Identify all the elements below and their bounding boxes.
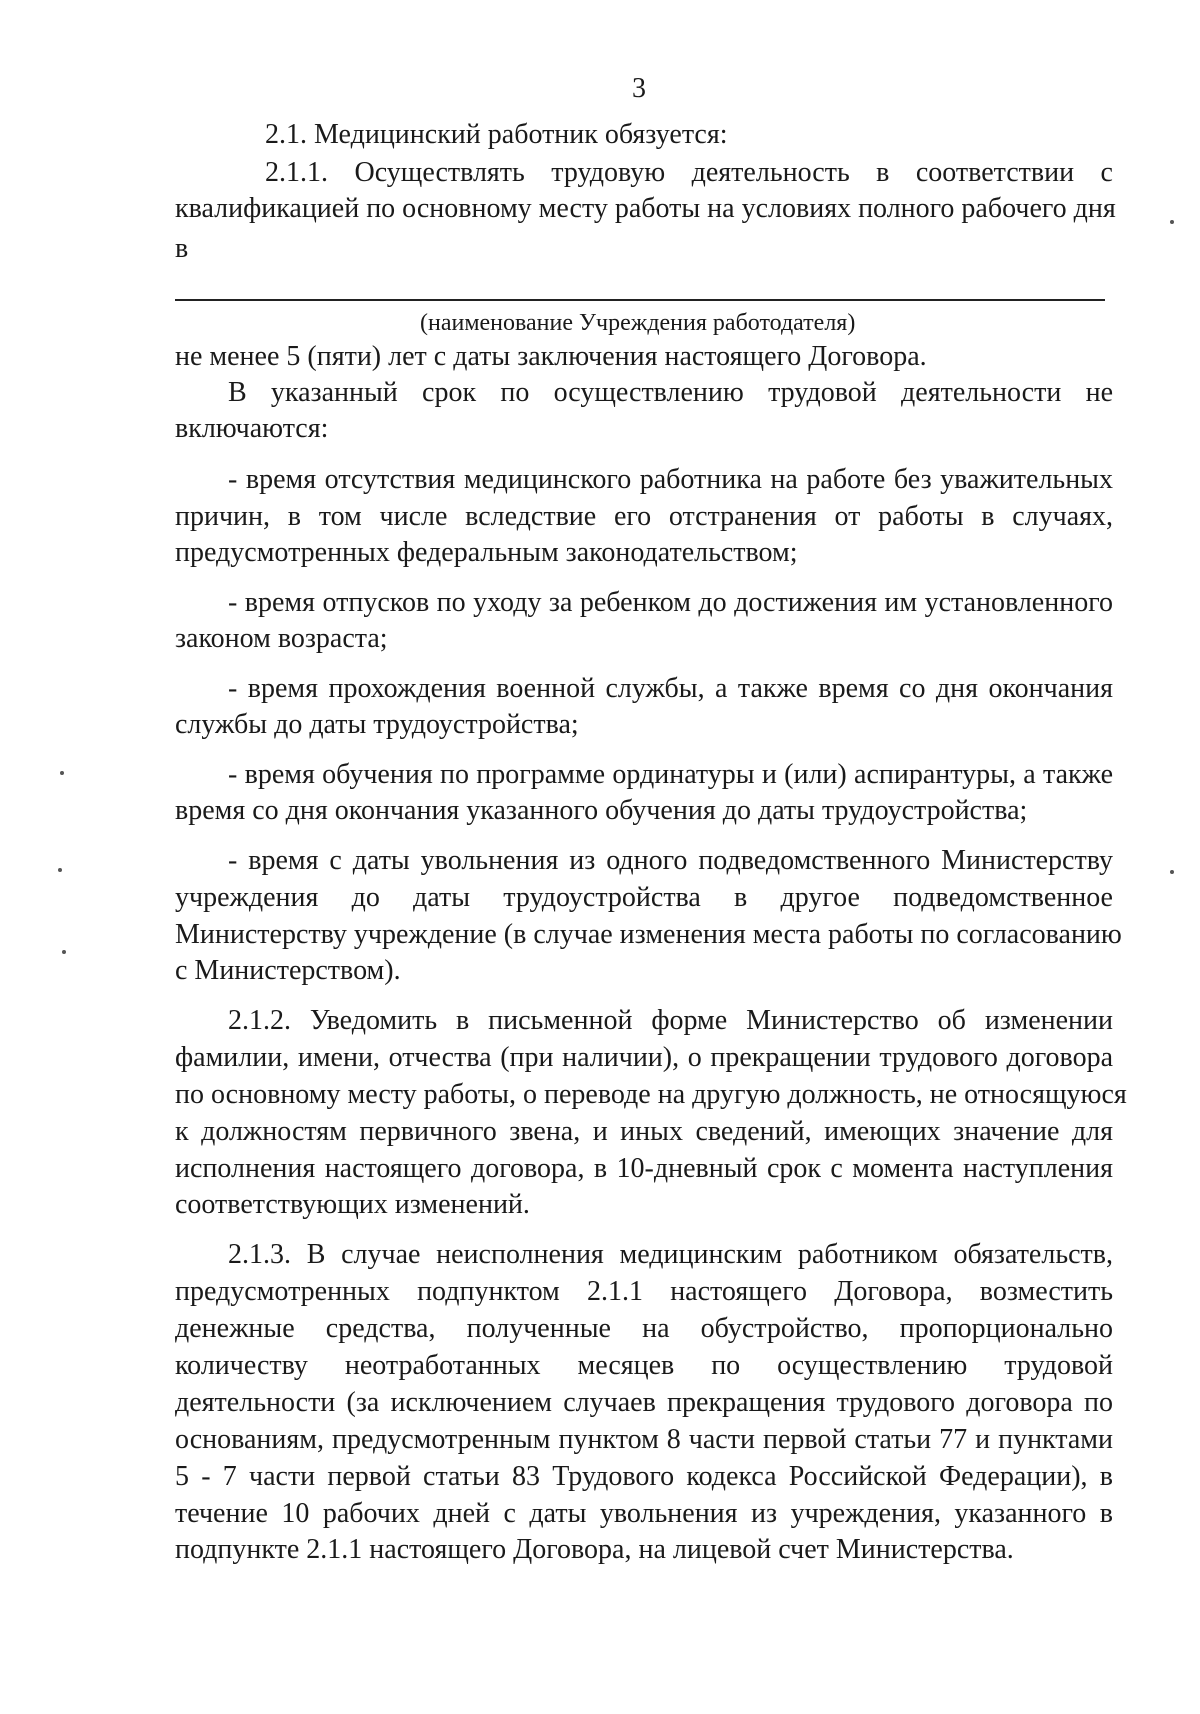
justified-text: 2.1.1. Осуществлять трудовую деятельность в соответствии с: [265, 157, 1113, 188]
clause-2-1-3-line-1: [228, 1238, 1113, 1272]
scan-speck: [1170, 220, 1174, 224]
term-line: не менее 5 (пяти) лет с даты заключения настоящего Договора.: [175, 341, 927, 372]
exclusion-5-line-1: [228, 844, 1113, 878]
blank-fill-line: [175, 299, 1105, 301]
page-number: 3: [632, 73, 646, 104]
scan-speck: [62, 950, 66, 954]
justified-text: течение 10 рабочих дней с даты увольнения из учреждения, указанного в: [175, 1498, 1113, 1529]
scan-speck: [1170, 870, 1174, 874]
blank-caption: (наименование Учреждения работодателя): [420, 310, 856, 336]
justified-text: Министерству учреждение (в случае изменения места работы по согласованию: [175, 919, 1122, 950]
justified-text: по основному месту работы, о переводе на другую должность, не относящуюся: [175, 1079, 1127, 1110]
clause-2-1-3-line-4: [175, 1349, 1113, 1383]
clause-2-1-2-line-4: [175, 1115, 1113, 1149]
justified-text: - время обучения по программе ординатуры и (или) аспирантуры, а также: [228, 759, 1113, 790]
clause-2-1-3-line-6: [175, 1423, 1113, 1457]
justified-text: В указанный срок по осуществлению трудовой деятельности не: [228, 377, 1113, 408]
exclusion-4-line-1: [228, 758, 1113, 792]
justified-text: - время отпусков по уходу за ребенком до достижения им установленного: [228, 587, 1113, 618]
clause-2-1-2-line-2: [175, 1041, 1113, 1075]
scan-speck: [60, 771, 64, 775]
exclusion-2-line-1: [228, 586, 1113, 620]
clause-2-1-3-line-5: [175, 1386, 1113, 1420]
justified-text: деятельности (за исключением случаев прекращения трудового договора по: [175, 1387, 1113, 1418]
clause-2-1-2-line-6: соответствующих изменений.: [175, 1189, 530, 1220]
justified-text: основаниям, предусмотренным пунктом 8 части первой статьи 77 и пунктами: [175, 1424, 1113, 1455]
exclusion-3-line-1: [228, 672, 1113, 706]
clause-2-1-3-line-7: [175, 1460, 1113, 1494]
justified-text: денежные средства, полученные на обустройство, пропорционально: [175, 1313, 1113, 1344]
exclusion-1-line-2: [175, 500, 1113, 534]
exclusion-3-line-2: службы до даты трудоустройства;: [175, 709, 579, 740]
exclusion-4-line-2: время со дня окончания указанного обучения до даты трудоустройства;: [175, 795, 1028, 826]
exclusion-5-line-3: [175, 918, 1122, 952]
justified-text: предусмотренных подпунктом 2.1.1 настоящего Договора, возместить: [175, 1276, 1113, 1307]
justified-text: причин, в том числе вследствие его отстранения от работы в случаях,: [175, 501, 1113, 532]
exclusions-intro-line-1: [228, 376, 1113, 410]
clause-2-1-1-line-3: в: [175, 233, 189, 264]
justified-text: 2.1.3. В случае неисполнения медицинским работником обязательств,: [228, 1239, 1113, 1270]
exclusion-2-line-2: законом возраста;: [175, 623, 388, 654]
justified-text: к должностям первичного звена, и иных сведений, имеющих значение для: [175, 1116, 1113, 1147]
clause-2-1-3-line-3: [175, 1312, 1113, 1346]
justified-text: исполнения настоящего договора, в 10-дневный срок с момента наступления: [175, 1153, 1113, 1184]
exclusion-5-line-2: [175, 881, 1113, 915]
justified-text: 2.1.2. Уведомить в письменной форме Министерство об изменении: [228, 1005, 1113, 1036]
clause-2-1-3-line-9: подпункте 2.1.1 настоящего Договора, на лицевой счет Министерства.: [175, 1534, 1014, 1565]
justified-text: количеству неотработанных месяцев по осуществлению трудовой: [175, 1350, 1113, 1381]
justified-text: - время с даты увольнения из одного подведомственного Министерству: [228, 845, 1113, 876]
scan-speck: [58, 868, 62, 872]
justified-text: - время прохождения военной службы, а также время со дня окончания: [228, 673, 1113, 704]
exclusion-5-line-4: с Министерством).: [175, 955, 401, 986]
clause-2-1-1-line-2: квалификацией по основному месту работы на условиях полного рабочего дня: [175, 193, 1116, 224]
clause-2-1-3-line-8: [175, 1497, 1113, 1531]
justified-text: - время отсутствия медицинского работника на работе без уважительных: [228, 464, 1113, 495]
clause-2-1-1-line-1: [265, 156, 1113, 190]
justified-text: учреждения до даты трудоустройства в другое подведомственное: [175, 882, 1113, 913]
justified-text: фамилии, имени, отчества (при наличии), о прекращении трудового договора: [175, 1042, 1113, 1073]
clause-2-1-3-line-2: [175, 1275, 1113, 1309]
exclusion-1-line-3: предусмотренных федеральным законодательством;: [175, 537, 798, 568]
clause-2-1-2-line-5: [175, 1152, 1113, 1186]
exclusions-intro-line-2: включаются:: [175, 413, 329, 444]
clause-2-1-2-line-3: [175, 1078, 1127, 1112]
exclusion-1-line-1: [228, 463, 1113, 497]
section-heading: 2.1. Медицинский работник обязуется:: [265, 119, 728, 150]
justified-text: 5 - 7 части первой статьи 83 Трудового кодекса Российской Федерации), в: [175, 1461, 1113, 1492]
clause-2-1-2-line-1: [228, 1004, 1113, 1038]
